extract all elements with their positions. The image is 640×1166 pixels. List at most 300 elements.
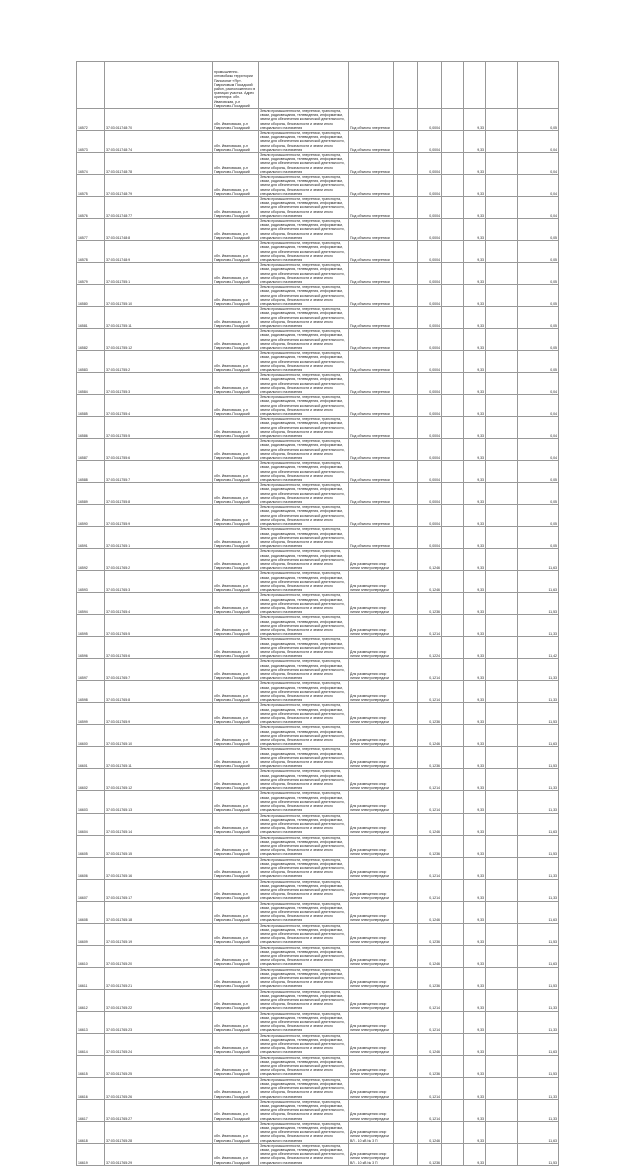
cell-id: 16618 <box>77 1121 105 1143</box>
cell-permitted-use: Для размещения опор линии электропередачи <box>349 945 394 967</box>
cell-empty <box>394 62 418 109</box>
cell-id: 16590 <box>77 505 105 527</box>
cell-empty <box>394 373 418 395</box>
cell-land-category: Земли промышленности, энергетики, транспорта, связи, радиовещания, телевидения, информатики, земли для обеспечения космической деятельности, земли обороны, безопасности и земли иного специального назначения <box>259 307 349 329</box>
cell-cadastral-number: 37:03:011765:3 <box>105 571 213 593</box>
cell-address: обл. Ивановская, р-н Гаврилово-Посадский <box>213 593 259 615</box>
cell-cost: 9,33 <box>464 769 486 791</box>
land-registry-table <box>76 61 559 1166</box>
cell-address: обл. Ивановская, р-н Гаврилово-Посадский <box>213 857 259 879</box>
cell-empty <box>486 989 518 1011</box>
cell-empty <box>486 1121 518 1143</box>
cell-id: 16582 <box>77 329 105 351</box>
cell-land-category: Земли промышленности, энергетики, транспорта, связи, радиовещания, телевидения, информатики, земли для обеспечения космической деятельности, земли обороны, безопасности и земли иного специального назначения <box>259 527 349 549</box>
cell-land-category: Земли промышленности, энергетики, транспорта, связи, радиовещания, телевидения, информатики, земли для обеспечения космической деятельности, земли обороны, безопасности и земли иного специального назначения <box>259 461 349 483</box>
cell-empty <box>394 659 418 681</box>
cell-empty <box>442 615 464 637</box>
cell-empty <box>394 395 418 417</box>
cell-empty <box>442 505 464 527</box>
cell-empty <box>442 1011 464 1033</box>
cell-empty <box>394 263 418 285</box>
table-row <box>77 307 559 329</box>
cell-land-category: Земли промышленности, энергетики, транспорта, связи, радиовещания, телевидения, информатики, земли для обеспечения космической деятельности, земли обороны, безопасности и земли иного специального назначения <box>259 505 349 527</box>
cell-empty <box>486 879 518 901</box>
cell-empty <box>486 527 518 549</box>
cell-empty <box>442 945 464 967</box>
cell-id: 16588 <box>77 461 105 483</box>
cell-empty <box>486 549 518 571</box>
cell-empty <box>394 549 418 571</box>
cell-permitted-use: Для размещения опор линии электропередачи <box>349 879 394 901</box>
cell-area: 0,1246 <box>418 1033 442 1055</box>
cell-area: 0,0004 <box>418 197 442 219</box>
cell-land-category: Земли промышленности, энергетики, транспорта, связи, радиовещания, телевидения, информатики, земли для обеспечения космической деятельности, земли обороны, безопасности и земли иного специального назначения <box>259 439 349 461</box>
cell-empty <box>418 62 442 109</box>
cell-total: 11,33 <box>518 659 559 681</box>
cell-permitted-use: Под объекты энергетики <box>349 483 394 505</box>
cell-land-category: Земли промышленности, энергетики, транспорта, связи, радиовещания, телевидения, информатики, земли для обеспечения космической деятельности, земли обороны, безопасности и земли иного специального назначения <box>259 329 349 351</box>
cell-empty <box>442 637 464 659</box>
cell-empty <box>442 351 464 373</box>
cell-address: обл. Ивановская, р-н Гаврилово-Посадский <box>213 527 259 549</box>
table-row <box>77 747 559 769</box>
cell-empty <box>486 153 518 175</box>
cell-land-category: Земли промышленности, энергетики, транспорта, связи, радиовещания, телевидения, информатики, земли для обеспечения космической деятельности, земли обороны, безопасности и земли иного специального назначения <box>259 659 349 681</box>
cell-empty <box>394 1143 418 1165</box>
cell-empty <box>486 571 518 593</box>
cell-total: 0,05 <box>518 219 559 241</box>
table-row <box>77 879 559 901</box>
cell-address: обл. Ивановская, р-н Гаврилово-Посадский <box>213 241 259 263</box>
cell-cost: 9,33 <box>464 571 486 593</box>
cell-land-category: Земли промышленности, энергетики, транспорта, связи, радиовещания, телевидения, информатики, земли для обеспечения космической деятельности, земли обороны, безопасности и земли иного специального назначения <box>259 131 349 153</box>
cell-area: 0,0004 <box>418 505 442 527</box>
cell-permitted-use: Под объекты энергетики <box>349 307 394 329</box>
cell-empty <box>394 813 418 835</box>
cell-empty <box>486 461 518 483</box>
cell-permitted-use: Под объекты энергетики <box>349 219 394 241</box>
cell-area: 0,1236 <box>418 1055 442 1077</box>
table-row <box>77 681 559 703</box>
cell-id: 16593 <box>77 571 105 593</box>
cell-permitted-use: Для размещения опор линии электропередачи ВЛ - 10 кВ № 3 П <box>349 1143 394 1165</box>
cell-empty <box>442 857 464 879</box>
cell-empty <box>442 417 464 439</box>
cell-empty <box>394 461 418 483</box>
cell-empty <box>442 1055 464 1077</box>
cell-empty <box>394 1121 418 1143</box>
cell-area: 0,1214 <box>418 879 442 901</box>
cell-cadastral-number: 37:03:011748:8 <box>105 219 213 241</box>
cell-land-category: Земли промышленности, энергетики, транспорта, связи, радиовещания, телевидения, информатики, земли для обеспечения космической деятельности, земли обороны, безопасности и земли иного специального назначения <box>259 637 349 659</box>
cell-address: обл. Ивановская, р-н Гаврилово-Посадский <box>213 637 259 659</box>
cell-total: 11,53 <box>518 747 559 769</box>
cell-empty <box>394 615 418 637</box>
cell-empty <box>105 62 213 109</box>
cell-area: 0,0004 <box>418 307 442 329</box>
table-row <box>77 153 559 175</box>
cell-total: 11,33 <box>518 791 559 813</box>
table-row <box>77 263 559 285</box>
cell-permitted-use: Для размещения опор линии электропередачи <box>349 615 394 637</box>
cell-total: 0,04 <box>518 395 559 417</box>
cell-empty <box>394 725 418 747</box>
cell-permitted-use: Для размещения опор линии электропередачи <box>349 1033 394 1055</box>
cell-empty <box>486 351 518 373</box>
cell-area: 0,0004 <box>418 263 442 285</box>
cell-address: обл. Ивановская, р-н Гаврилово-Посадский <box>213 417 259 439</box>
cell-cadastral-number: 37:03:011765:23 <box>105 1011 213 1033</box>
cell-empty <box>442 175 464 197</box>
cell-land-category: Земли промышленности, энергетики, транспорта, связи, радиовещания, телевидения, информатики, земли для обеспечения космической деятельности, земли обороны, безопасности и земли иного специального назначения <box>259 857 349 879</box>
cell-area: 0,1246 <box>418 549 442 571</box>
cell-cost: 9,33 <box>464 791 486 813</box>
cell-empty <box>394 769 418 791</box>
table-row <box>77 351 559 373</box>
table-row <box>77 945 559 967</box>
cell-land-category: Земли промышленности, энергетики, транспорта, связи, радиовещания, телевидения, информатики, земли для обеспечения космической деятельности, земли обороны, безопасности и земли иного специального назначения <box>259 549 349 571</box>
cell-land-category: Земли промышленности, энергетики, транспорта, связи, радиовещания, телевидения, информатики, земли для обеспечения космической деятельности, земли обороны, безопасности и земли иного специального назначения <box>259 725 349 747</box>
cell-empty <box>442 901 464 923</box>
cell-cadastral-number: 37:03:011765:18 <box>105 901 213 923</box>
cell-area: 0,1214 <box>418 791 442 813</box>
cell-permitted-use: Под объекты энергетики <box>349 197 394 219</box>
cell-permitted-use: Для размещения опор линии электропередачи <box>349 813 394 835</box>
cell-land-description: промышленно-оптовобазы территории Пансионат «Яр». Гавриловым Посадский район, расположенного в границах участка. Адрес ориентира: обл. Ивановская, р-н Гаврилово-Посадский <box>213 62 259 109</box>
table-row <box>77 1099 559 1121</box>
cell-address: обл. Ивановская, р-н Гаврилово-Посадский <box>213 1011 259 1033</box>
cell-address: обл. Ивановская, р-н Гаврилово-Посадский <box>213 703 259 725</box>
cell-land-category: Земли промышленности, энергетики, транспорта, связи, радиовещания, телевидения, информатики, земли для обеспечения космической деятельности, земли обороны, безопасности и земли иного специального назначения <box>259 351 349 373</box>
cell-cost: 9,33 <box>464 395 486 417</box>
cell-address: обл. Ивановская, р-н Гаврилово-Посадский <box>213 175 259 197</box>
cell-cadastral-number: 37:03:011765:26 <box>105 1077 213 1099</box>
cell-total: 0,04 <box>518 197 559 219</box>
cell-cost: 9,33 <box>464 197 486 219</box>
cell-cost: 9,33 <box>464 615 486 637</box>
cell-cadastral-number: 37:03:011765:5 <box>105 615 213 637</box>
cell-address: обл. Ивановская, р-н Гаврилово-Посадский <box>213 109 259 131</box>
cell-id: 16574 <box>77 153 105 175</box>
cell-cost: 9,33 <box>464 175 486 197</box>
cell-empty <box>442 703 464 725</box>
cell-cost: 9,33 <box>464 417 486 439</box>
cell-cost: 9,33 <box>464 659 486 681</box>
cell-cost: 9,33 <box>464 1121 486 1143</box>
cell-cadastral-number: 37:03:011765:29 <box>105 1143 213 1165</box>
cell-cadastral-number: 37:03:011748:74 <box>105 131 213 153</box>
cell-area: 0,1246 <box>418 945 442 967</box>
cell-cadastral-number: 37:03:011765:20 <box>105 945 213 967</box>
cell-address: обл. Ивановская, р-н Гаврилово-Посадский <box>213 439 259 461</box>
table-row <box>77 395 559 417</box>
cell-empty <box>486 835 518 857</box>
cell-empty <box>442 813 464 835</box>
cell-empty <box>394 703 418 725</box>
table-row <box>77 241 559 263</box>
table-row <box>77 1121 559 1143</box>
cell-empty <box>486 1143 518 1165</box>
cell-empty <box>442 659 464 681</box>
cell-empty <box>486 857 518 879</box>
cell-permitted-use: Под объекты энергетики <box>349 153 394 175</box>
cell-permitted-use: Под объекты энергетики <box>349 131 394 153</box>
cell-cost: 9,33 <box>464 703 486 725</box>
cell-total: 0,04 <box>518 131 559 153</box>
cell-empty <box>394 791 418 813</box>
cell-empty <box>464 62 486 109</box>
cell-id: 16595 <box>77 615 105 637</box>
cell-id: 16583 <box>77 351 105 373</box>
cell-land-category: Земли промышленности, энергетики, транспорта, связи, радиовещания, телевидения, информатики, земли для обеспечения космической деятельности, земли обороны, безопасности и земли иного специального назначения <box>259 703 349 725</box>
cell-empty <box>486 505 518 527</box>
cell-empty <box>442 1033 464 1055</box>
cell-empty <box>486 725 518 747</box>
cell-permitted-use: Под объекты энергетики <box>349 329 394 351</box>
cell-land-category: Земли промышленности, энергетики, транспорта, связи, радиовещания, телевидения, информатики, земли для обеспечения космической деятельности, земли обороны, безопасности и земли иного специального назначения <box>259 923 349 945</box>
cell-id: 16616 <box>77 1077 105 1099</box>
cell-total: 11,63 <box>518 945 559 967</box>
cell-id: 16579 <box>77 263 105 285</box>
cell-empty <box>442 989 464 1011</box>
cell-total: 11,33 <box>518 1011 559 1033</box>
cell-empty <box>442 527 464 549</box>
cell-empty <box>394 945 418 967</box>
cell-area: 0,0004 <box>418 175 442 197</box>
cell-address: обл. Ивановская, р-н Гаврилово-Посадский <box>213 285 259 307</box>
cell-id: 16600 <box>77 725 105 747</box>
cell-empty <box>394 637 418 659</box>
cell-total: 11,42 <box>518 637 559 659</box>
cell-address: обл. Ивановская, р-н Гаврилово-Посадский <box>213 263 259 285</box>
cell-area: 0,0004 <box>418 219 442 241</box>
cell-total: 0,05 <box>518 527 559 549</box>
cell-cost: 9,33 <box>464 505 486 527</box>
cell-empty <box>394 923 418 945</box>
cell-permitted-use: Для размещения опор линии электропередачи ВЛ - 10 кВ № 3 П <box>349 1121 394 1143</box>
cell-empty <box>486 307 518 329</box>
cell-permitted-use: Для размещения опор линии электропередачи <box>349 989 394 1011</box>
table-row <box>77 1143 559 1165</box>
cell-land-category: Земли промышленности, энергетики, транспорта, связи, радиовещания, телевидения, информатики, земли для обеспечения космической деятельности, земли обороны, безопасности и земли иного специального назначения <box>259 769 349 791</box>
cell-id: 16617 <box>77 1099 105 1121</box>
cell-cadastral-number: 37:03:011748:77 <box>105 197 213 219</box>
cell-empty <box>259 62 349 109</box>
cell-land-category: Земли промышленности, энергетики, транспорта, связи, радиовещания, телевидения, информатики, земли для обеспечения космической деятельности, земли обороны, безопасности и земли иного специального назначения <box>259 1143 349 1165</box>
cell-permitted-use: Для размещения опор линии электропередачи <box>349 659 394 681</box>
table-row <box>77 637 559 659</box>
cell-total: 11,53 <box>518 703 559 725</box>
cell-address: обл. Ивановская, р-н Гаврилово-Посадский <box>213 945 259 967</box>
cell-cost: 9,33 <box>464 373 486 395</box>
cell-empty <box>486 241 518 263</box>
cell-empty <box>442 395 464 417</box>
cell-area: 0,1246 <box>418 1121 442 1143</box>
cell-address: обл. Ивановская, р-н Гаврилово-Посадский <box>213 351 259 373</box>
cell-land-category: Земли промышленности, энергетики, транспорта, связи, радиовещания, телевидения, информатики, земли для обеспечения космической деятельности, земли обороны, безопасности и земли иного специального назначения <box>259 835 349 857</box>
cell-area: 0,0004 <box>418 373 442 395</box>
cell-empty <box>486 923 518 945</box>
cell-empty <box>442 1121 464 1143</box>
cell-area: 0,1214 <box>418 1099 442 1121</box>
table-row <box>77 197 559 219</box>
table-row <box>77 1033 559 1055</box>
cell-id: 16580 <box>77 285 105 307</box>
cell-land-category: Земли промышленности, энергетики, транспорта, связи, радиовещания, телевидения, информатики, земли для обеспечения космической деятельности, земли обороны, безопасности и земли иного специального назначения <box>259 1099 349 1121</box>
cell-empty <box>486 62 518 109</box>
cell-address: обл. Ивановская, р-н Гаврилово-Посадский <box>213 1143 259 1165</box>
cell-cadastral-number: 37:03:011755:6 <box>105 439 213 461</box>
cell-empty <box>442 879 464 901</box>
cell-total: 0,05 <box>518 461 559 483</box>
cell-area: 0,0004 <box>418 285 442 307</box>
cell-cost: 9,33 <box>464 857 486 879</box>
cell-empty <box>486 395 518 417</box>
table-row <box>77 285 559 307</box>
cell-area: 0,1236 <box>418 835 442 857</box>
cell-empty <box>486 109 518 131</box>
cell-empty <box>394 1077 418 1099</box>
cell-permitted-use: Под объекты энергетики <box>349 263 394 285</box>
cell-empty <box>394 197 418 219</box>
cell-empty <box>486 483 518 505</box>
table-row-header-continuation <box>77 62 559 109</box>
cell-permitted-use: Для размещения опор линии электропередачи <box>349 637 394 659</box>
cell-cost: 9,33 <box>464 109 486 131</box>
cell-address: обл. Ивановская, р-н Гаврилово-Посадский <box>213 681 259 703</box>
cell-id: 16573 <box>77 131 105 153</box>
cell-cost: 9,33 <box>464 329 486 351</box>
cell-cost: 9,33 <box>464 307 486 329</box>
cell-permitted-use: Для размещения опор линии электропередачи <box>349 725 394 747</box>
cell-area: 0,1214 <box>418 1077 442 1099</box>
cell-empty <box>442 153 464 175</box>
cell-area: 0,0004 <box>418 439 442 461</box>
cell-address: обл. Ивановская, р-н Гаврилово-Посадский <box>213 549 259 571</box>
cell-land-category: Земли промышленности, энергетики, транспорта, связи, радиовещания, телевидения, информатики, земли для обеспечения космической деятельности, земли обороны, безопасности и земли иного специального назначения <box>259 197 349 219</box>
cell-address: обл. Ивановская, р-н Гаврилово-Посадский <box>213 461 259 483</box>
cell-id: 16614 <box>77 1033 105 1055</box>
cell-area: 0,1214 <box>418 681 442 703</box>
table-row <box>77 219 559 241</box>
cell-land-category: Земли промышленности, энергетики, транспорта, связи, радиовещания, телевидения, информатики, земли для обеспечения космической деятельности, земли обороны, безопасности и земли иного специального назначения <box>259 1033 349 1055</box>
cell-permitted-use: Под объекты энергетики <box>349 373 394 395</box>
cell-cost: 9,33 <box>464 219 486 241</box>
cell-area: 0,0004 <box>418 329 442 351</box>
cell-id: 16603 <box>77 791 105 813</box>
cell-empty <box>394 483 418 505</box>
cell-address: обл. Ивановская, р-н Гаврилово-Посадский <box>213 615 259 637</box>
cell-area: 0,1224 <box>418 637 442 659</box>
cell-permitted-use: Для размещения опор линии электропередачи <box>349 857 394 879</box>
cell-empty <box>442 461 464 483</box>
cell-id: 16598 <box>77 681 105 703</box>
cell-land-category: Земли промышленности, энергетики, транспорта, связи, радиовещания, телевидения, информатики, земли для обеспечения космической деятельности, земли обороны, безопасности и земли иного специального назначения <box>259 1055 349 1077</box>
cell-cost: 9,33 <box>464 989 486 1011</box>
cell-cost: 9,33 <box>464 351 486 373</box>
cell-address: обл. Ивановская, р-н Гаврилово-Посадский <box>213 901 259 923</box>
cell-cadastral-number: 37:03:011748:79 <box>105 175 213 197</box>
cell-permitted-use: Для размещения опор линии электропередачи <box>349 901 394 923</box>
cell-total: 11,53 <box>518 835 559 857</box>
table-row <box>77 967 559 989</box>
cell-cost: 9,33 <box>464 681 486 703</box>
table-row <box>77 923 559 945</box>
cell-cadastral-number: 37:03:011765:8 <box>105 681 213 703</box>
cell-address: обл. Ивановская, р-н Гаврилово-Посадский <box>213 483 259 505</box>
cell-address: обл. Ивановская, р-н Гаврилово-Посадский <box>213 769 259 791</box>
table-row <box>77 131 559 153</box>
cell-total: 0,05 <box>518 241 559 263</box>
cell-address: обл. Ивановская, р-н Гаврилово-Посадский <box>213 571 259 593</box>
cell-cadastral-number: 37:03:011765:17 <box>105 879 213 901</box>
cell-cadastral-number: 37:03:011765:24 <box>105 1033 213 1055</box>
cell-cost: 9,33 <box>464 901 486 923</box>
cell-empty <box>486 373 518 395</box>
cell-total: 11,53 <box>518 923 559 945</box>
table-row <box>77 571 559 593</box>
cell-cost: 9,33 <box>464 879 486 901</box>
cell-id: 16575 <box>77 175 105 197</box>
cell-cost: 9,33 <box>464 637 486 659</box>
cell-area: 0,0004 <box>418 153 442 175</box>
cell-land-category: Земли промышленности, энергетики, транспорта, связи, радиовещания, телевидения, информатики, земли для обеспечения космической деятельности, земли обороны, безопасности и земли иного специального назначения <box>259 681 349 703</box>
cell-cadastral-number: 37:03:011748:9 <box>105 241 213 263</box>
cell-empty <box>486 1055 518 1077</box>
cell-area: 0,0004 <box>418 527 442 549</box>
cell-empty <box>486 439 518 461</box>
cell-empty <box>394 285 418 307</box>
cell-address: обл. Ивановская, р-н Гаврилово-Посадский <box>213 835 259 857</box>
cell-cost: 9,33 <box>464 967 486 989</box>
cell-land-category: Земли промышленности, энергетики, транспорта, связи, радиовещания, телевидения, информатики, земли для обеспечения космической деятельности, земли обороны, безопасности и земли иного специального назначения <box>259 989 349 1011</box>
cell-cadastral-number: 37:03:011765:4 <box>105 593 213 615</box>
cell-cost: 9,33 <box>464 131 486 153</box>
cell-total: 11,63 <box>518 1033 559 1055</box>
cell-total: 0,04 <box>518 153 559 175</box>
cell-empty <box>394 1011 418 1033</box>
cell-permitted-use: Для размещения опор линии электропередачи <box>349 549 394 571</box>
table-row <box>77 1077 559 1099</box>
cell-cost: 9,33 <box>464 1033 486 1055</box>
cell-area: 0,0004 <box>418 395 442 417</box>
cell-cadastral-number: 37:03:011765:19 <box>105 923 213 945</box>
table-row <box>77 1055 559 1077</box>
cell-area: 0,1214 <box>418 615 442 637</box>
cell-cost: 9,33 <box>464 461 486 483</box>
cell-empty <box>486 263 518 285</box>
cell-address: обл. Ивановская, р-н Гаврилово-Посадский <box>213 505 259 527</box>
cell-cost: 9,33 <box>464 945 486 967</box>
cell-empty <box>394 175 418 197</box>
cell-cost: 9,33 <box>464 285 486 307</box>
cell-empty <box>394 131 418 153</box>
cell-id: 16601 <box>77 747 105 769</box>
cell-permitted-use: Под объекты энергетики <box>349 109 394 131</box>
table-row <box>77 813 559 835</box>
cell-cadastral-number: 37:03:011755:4 <box>105 395 213 417</box>
cell-empty <box>442 791 464 813</box>
cell-cadastral-number: 37:03:011748:70 <box>105 109 213 131</box>
cell-id: 16596 <box>77 637 105 659</box>
cell-land-category: Земли промышленности, энергетики, транспорта, связи, радиовещания, телевидения, информатики, земли для обеспечения космической деятельности, земли обороны, безопасности и земли иного специального назначения <box>259 791 349 813</box>
cell-cost: 9,33 <box>464 1011 486 1033</box>
cell-empty <box>394 219 418 241</box>
cell-id: 16602 <box>77 769 105 791</box>
cell-cadastral-number: 37:03:011765:25 <box>105 1055 213 1077</box>
cell-id: 16612 <box>77 989 105 1011</box>
cell-area: 0,0004 <box>418 131 442 153</box>
